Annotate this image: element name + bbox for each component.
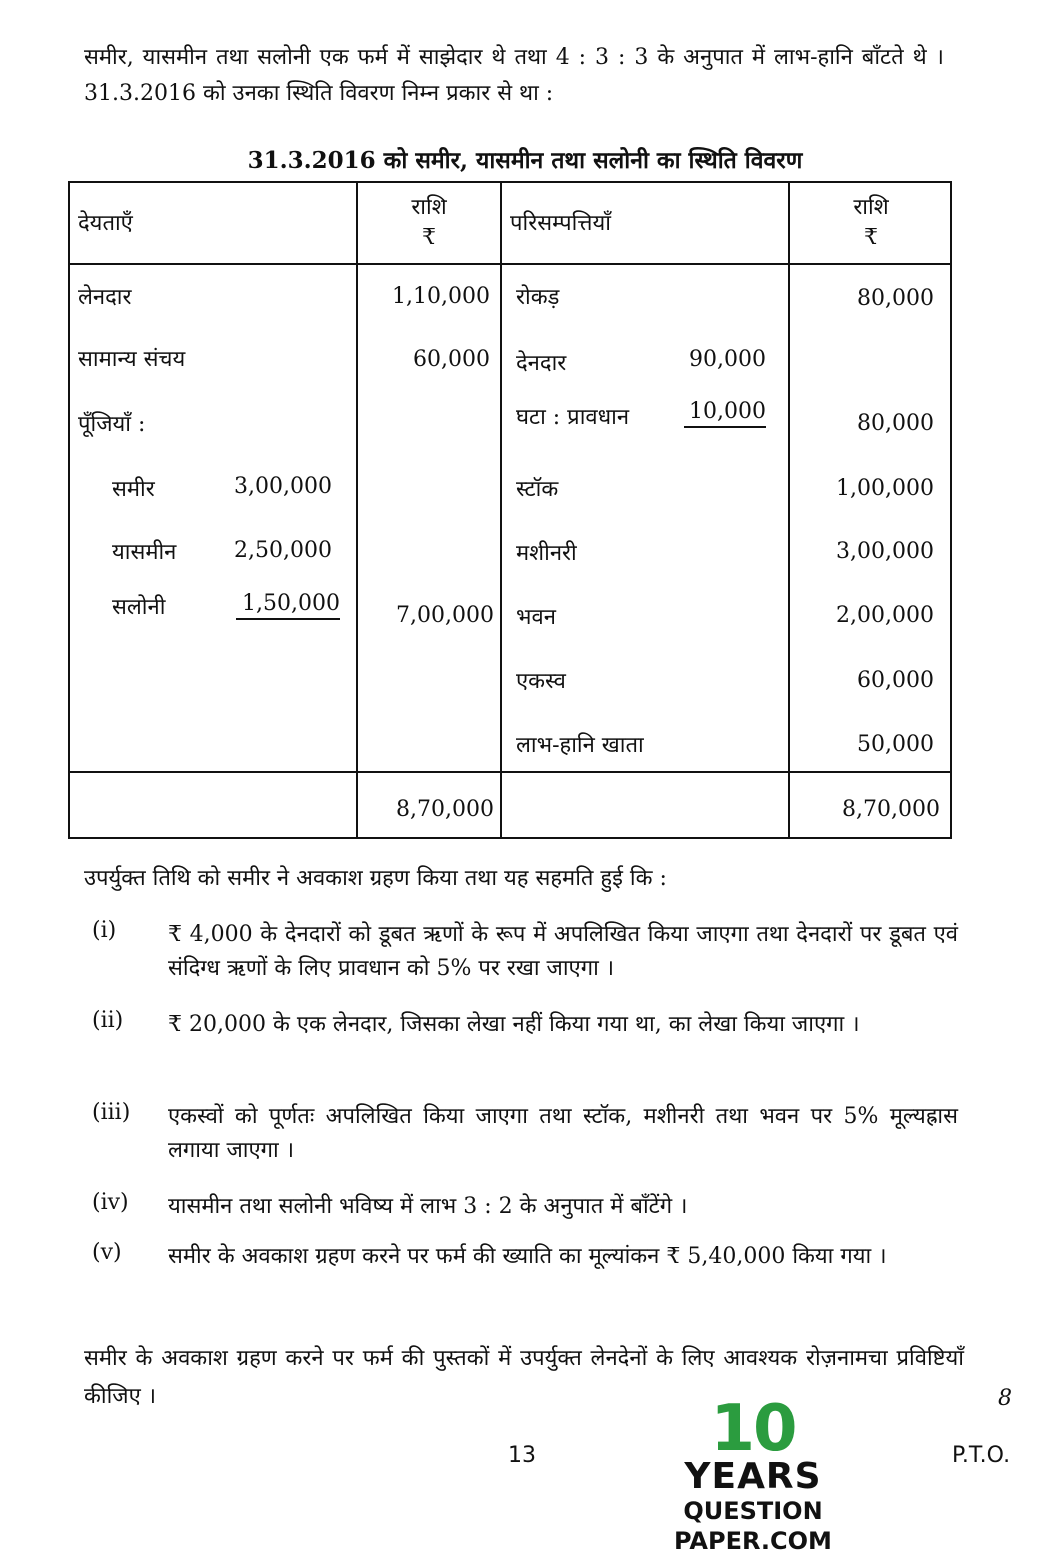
provision-amount: 10,000 [684, 399, 766, 428]
terms-intro: उपर्युक्त तिथि को समीर ने अवकाश ग्रहण किया तथा यह सहमति हुई कि : [84, 866, 667, 891]
total-divider [70, 771, 950, 773]
debtors-net: 80,000 [857, 411, 934, 436]
balance-sheet-title: 31.3.2016 को समीर, यासमीन तथा सलोनी का स्थिति विवरण [247, 147, 803, 174]
term-number: (ii) [92, 1008, 124, 1033]
asset-amount: 50,000 [857, 732, 934, 757]
header-currency-left: ₹ [422, 225, 436, 250]
assets-total: 8,70,000 [842, 797, 940, 822]
header-amount-left: राशि [411, 195, 447, 220]
capitals-total: 7,00,000 [396, 603, 494, 628]
column-divider [356, 183, 358, 837]
term-number: (iv) [92, 1190, 129, 1215]
header-currency-right: ₹ [864, 225, 878, 250]
cash-amount: 80,000 [857, 286, 934, 311]
debtors-gross: 90,000 [689, 347, 766, 372]
asset-label: लाभ-हानि खाता [516, 733, 644, 758]
partner-name: समीर [112, 477, 155, 502]
term-text: समीर के अवकाश ग्रहण करने पर फर्म की ख्याति का मूल्यांकन ₹ 5,40,000 किया गया । [168, 1244, 887, 1269]
term-number: (v) [92, 1240, 122, 1265]
partner-capital: 3,00,000 [234, 474, 332, 499]
asset-label: भवन [516, 605, 556, 630]
term-number: (i) [92, 918, 117, 943]
asset-label: मशीनरी [516, 541, 577, 566]
header-divider [70, 263, 950, 265]
creditors-label: लेनदार [78, 285, 132, 310]
question-intro: समीर, यासमीन तथा सलोनी एक फर्म में साझेदार थे तथा 4 : 3 : 3 के अनुपात में लाभ-हानि बाँटते थे । 31.3.2016 को उनका स्थिति विवरण निम्न प्रकार से था : [84, 45, 944, 106]
general-reserve-label: सामान्य संचय [78, 347, 186, 372]
partner-name: यासमीन [112, 540, 177, 565]
capitals-label: पूँजियाँ : [78, 412, 146, 437]
asset-label: स्टॉक [516, 477, 559, 502]
liabilities-total: 8,70,000 [396, 797, 494, 822]
question-instruction: समीर के अवकाश ग्रहण करने पर फर्म की पुस्तकों में उपर्युक्त लेनदेनों के लिए आवश्यक रोज़नामचा प्रविष्टियाँ कीजिए । [84, 1346, 964, 1409]
site-logo [618, 1392, 888, 1556]
asset-amount: 60,000 [857, 668, 934, 693]
term-text: यासमीन तथा सलोनी भविष्य में लाभ 3 : 2 के अनुपात में बाँटेंगे । [168, 1194, 688, 1219]
logo-ten: 10 [710, 1392, 796, 1466]
header-liabilities: देयताएँ [78, 211, 133, 236]
debtors-label: देनदार [516, 351, 567, 376]
balance-sheet-table [68, 181, 952, 839]
general-reserve-amount: 60,000 [413, 347, 490, 372]
partner-capital: 2,50,000 [234, 538, 332, 563]
provision-label: घटा : प्रावधान [516, 405, 630, 430]
creditors-amount: 1,10,000 [392, 284, 490, 309]
partner-name: सलोनी [112, 595, 166, 620]
page-number: 13 [508, 1443, 536, 1468]
logo-site: QUESTION PAPER.COM [674, 1497, 832, 1555]
term-text: ₹ 4,000 के देनदारों को डूबत ऋणों के रूप में अपलिखित किया जाएगा तथा देनदारों पर डूबत एवं संदिग्ध ऋणों के लिए प्रावधान को 5% पर रखा जाएगा । [168, 922, 958, 981]
header-assets: परिसम्पत्तियाँ [510, 211, 611, 236]
asset-amount: 1,00,000 [836, 476, 934, 501]
asset-amount: 2,00,000 [836, 603, 934, 628]
term-text: एकस्वों को पूर्णतः अपलिखित किया जाएगा तथा स्टॉक, मशीनरी तथा भवन पर 5% मूल्यह्रास लगाया जाएगा । [168, 1104, 958, 1163]
partner-capital: 1,50,000 [236, 591, 340, 620]
asset-label: एकस्व [516, 669, 566, 694]
logo-years: YEARS [684, 1456, 822, 1497]
pto-label: P.T.O. [952, 1443, 1011, 1468]
marks: 8 [998, 1386, 1012, 1411]
asset-amount: 3,00,000 [836, 539, 934, 564]
header-amount-right: राशि [853, 195, 889, 220]
cash-label: रोकड़ [516, 285, 560, 310]
term-number: (iii) [92, 1100, 131, 1125]
column-divider [500, 183, 502, 837]
term-text: ₹ 20,000 के एक लेनदार, जिसका लेखा नहीं किया गया था, का लेखा किया जाएगा । [168, 1012, 860, 1037]
